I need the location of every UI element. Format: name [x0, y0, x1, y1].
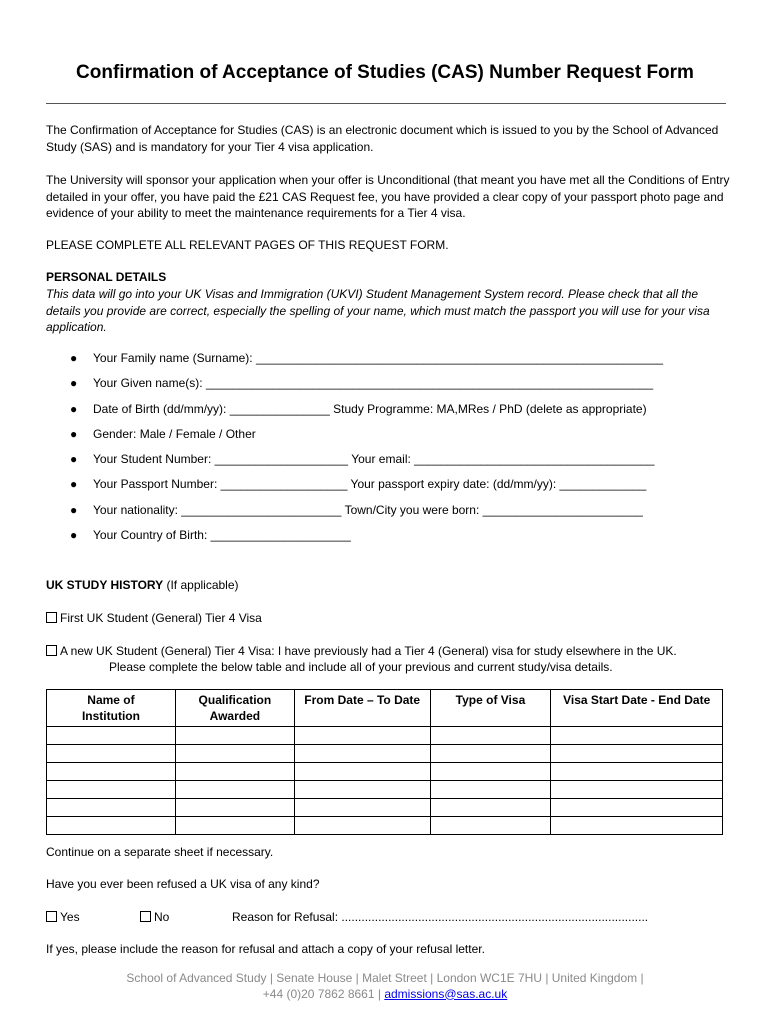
table-cell[interactable] — [47, 727, 176, 745]
table-cell[interactable] — [430, 781, 551, 799]
col-header-dates: From Date – To Date — [294, 690, 430, 727]
table-cell[interactable] — [175, 781, 294, 799]
table-row — [47, 727, 723, 745]
personal-details-note: This data will go into your UK Visas and Immigration (UKVI) Student Management System record. Please check that all the details you provide are correct, especially the spelling of your name, which must match the passport you will use for your visa application. — [46, 287, 710, 334]
table-cell[interactable] — [430, 727, 551, 745]
yes-label: Yes — [60, 910, 80, 924]
table-cell[interactable] — [294, 817, 430, 835]
bullet-icon: ● — [70, 502, 78, 517]
new-uk-student-instruction: Please complete the below table and include all of your previous and current study/visa details. — [109, 660, 613, 674]
table-cell[interactable] — [551, 745, 723, 763]
field-label: Date of Birth (dd/mm/yy): _______________ Study Programme: MA,MRes / PhD (delete as appropriate) — [93, 401, 647, 416]
table-cell[interactable] — [47, 817, 176, 835]
new-uk-student-label: A new UK Student (General) Tier 4 Visa: I have previously had a Tier 4 (General) visa for study elsewhere in the UK. — [60, 644, 677, 658]
study-history-table — [46, 689, 723, 835]
continue-note: Continue on a separate sheet if necessary. — [46, 845, 274, 859]
table-cell[interactable] — [294, 799, 430, 817]
table-row — [47, 745, 723, 763]
no-checkbox[interactable] — [140, 911, 151, 922]
table-cell[interactable] — [551, 727, 723, 745]
bullet-icon: ● — [70, 426, 78, 441]
first-uk-student-label: First UK Student (General) Tier 4 Visa — [60, 611, 262, 625]
table-cell[interactable] — [294, 745, 430, 763]
table-row — [47, 763, 723, 781]
bullet-icon: ● — [70, 401, 78, 416]
study-history-heading: UK STUDY HISTORY — [46, 578, 164, 592]
footer-address: School of Advanced Study | Senate House | Malet Street | London WC1E 7HU | United Kingdom | — [126, 971, 644, 985]
table-cell[interactable] — [551, 781, 723, 799]
nationality-field[interactable] — [46, 502, 726, 527]
bullet-icon: ● — [70, 376, 78, 391]
table-cell[interactable] — [294, 763, 430, 781]
table-row — [47, 799, 723, 817]
table-cell[interactable] — [47, 745, 176, 763]
table-cell[interactable] — [294, 727, 430, 745]
refusal-instruction: If yes, please include the reason for refusal and attach a copy of your refusal letter. — [46, 942, 485, 956]
family-name-field[interactable] — [46, 350, 726, 375]
intro-paragraph-2: The University will sponsor your application when your offer is Unconditional (that meant you have met all the Conditions of Entry detailed in your offer, you have paid the £21 CAS Request fee, you have provided a clear copy of your passport photo page and evidence of your ability to meet the maintenance requirements for a Tier 4 visa. — [46, 173, 730, 220]
table-cell[interactable] — [551, 799, 723, 817]
page-title: Confirmation of Acceptance of Studies (CAS) Number Request Form — [76, 62, 694, 83]
table-cell[interactable] — [551, 763, 723, 781]
study-history-heading-suffix: (If applicable) — [163, 578, 239, 592]
table-cell[interactable] — [175, 745, 294, 763]
table-cell[interactable] — [551, 817, 723, 835]
table-cell[interactable] — [430, 799, 551, 817]
country-of-birth-field[interactable] — [46, 527, 726, 552]
gender-field[interactable] — [46, 426, 726, 451]
bullet-icon: ● — [70, 477, 78, 492]
given-name-field[interactable] — [46, 375, 726, 400]
table-cell[interactable] — [175, 799, 294, 817]
footer-phone: +44 (0)20 7862 8661 | — [262, 986, 385, 1001]
col-header-institution: Name of Institution — [47, 690, 176, 727]
intro-instruction: PLEASE COMPLETE ALL RELEVANT PAGES OF THIS REQUEST FORM. — [46, 238, 449, 252]
first-uk-student-option[interactable] — [46, 610, 731, 627]
col-header-visa-dates: Visa Start Date - End Date — [551, 690, 723, 727]
bullet-icon: ● — [70, 351, 78, 365]
field-label: Your Country of Birth: _____________________ — [93, 528, 351, 543]
table-cell[interactable] — [175, 727, 294, 745]
personal-details-heading: PERSONAL DETAILS — [46, 270, 167, 284]
table-row — [47, 817, 723, 835]
col-header-qualification: Qualification Awarded — [175, 690, 294, 727]
field-label: Your Passport Number: ___________________ Your passport expiry date: (dd/mm/yy): _____________ — [93, 477, 647, 492]
no-label: No — [154, 910, 170, 924]
refusal-yes-option[interactable] — [46, 909, 146, 926]
table-cell[interactable] — [175, 763, 294, 781]
intro-paragraph-1: The Confirmation of Acceptance for Studies (CAS) is an electronic document which is issued to you by the School of Advanced Study (SAS) and is mandatory for your Tier 4 visa application. — [46, 123, 719, 154]
table-cell[interactable] — [47, 799, 176, 817]
table-cell[interactable] — [430, 763, 551, 781]
new-uk-student-option[interactable] — [46, 643, 746, 660]
first-uk-student-checkbox[interactable] — [46, 612, 57, 623]
field-label: Your Family name (Surname): _____________________________________________________________ — [93, 351, 664, 365]
table-cell[interactable] — [430, 817, 551, 835]
refusal-reason-field[interactable]: Reason for Refusal: ............................................................................................ — [232, 910, 649, 924]
refusal-no-option[interactable] — [140, 909, 220, 926]
table-cell[interactable] — [47, 763, 176, 781]
col-header-visa-type: Type of Visa — [430, 690, 551, 727]
table-cell[interactable] — [430, 745, 551, 763]
passport-number-field[interactable] — [46, 476, 726, 501]
field-label: Your nationality: ________________________ Town/City you were born: ________________________ — [93, 502, 643, 517]
personal-details-list — [46, 350, 726, 552]
table-cell[interactable] — [294, 781, 430, 799]
table-row — [47, 781, 723, 799]
footer-email-link[interactable]: admissions@sas.ac.uk — [384, 986, 508, 1001]
study-history-heading-line — [46, 577, 731, 594]
title-divider — [46, 103, 726, 104]
yes-checkbox[interactable] — [46, 911, 57, 922]
date-of-birth-field[interactable] — [46, 401, 726, 426]
bullet-icon: ● — [70, 528, 78, 543]
field-label: Your Student Number: ____________________ Your email: ____________________________________ — [93, 452, 655, 467]
student-number-field[interactable] — [46, 451, 726, 476]
field-label: Your Given name(s): ___________________________________________________________________ — [93, 376, 654, 391]
table-header-row — [47, 690, 723, 727]
bullet-icon: ● — [70, 452, 78, 467]
page-footer — [0, 971, 770, 1002]
refusal-question: Have you ever been refused a UK visa of any kind? — [46, 877, 320, 891]
table-cell[interactable] — [175, 817, 294, 835]
field-label: Gender: Male / Female / Other — [93, 426, 256, 441]
table-cell[interactable] — [47, 781, 176, 799]
footer-contact — [0, 987, 770, 1003]
new-uk-student-checkbox[interactable] — [46, 645, 57, 656]
